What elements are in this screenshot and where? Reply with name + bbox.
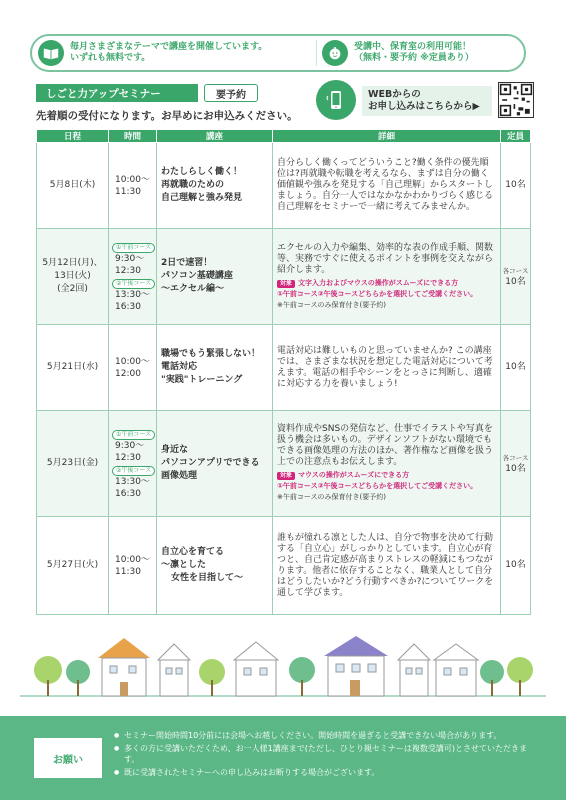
row-detail (273, 411, 501, 517)
row-detail (273, 229, 501, 325)
reservation-badge: 要予約 (204, 84, 258, 102)
capacity-text: 10名 (505, 362, 526, 372)
target-line (277, 470, 496, 481)
row-course-title (157, 411, 273, 517)
house-icon (98, 638, 150, 696)
book-icon (38, 40, 64, 66)
section-title: しごと力アップセミナー (36, 84, 198, 102)
date-text: 13日(火) (54, 271, 91, 281)
row-course-title (157, 325, 273, 411)
time-text: 12:30 (115, 452, 141, 463)
choose-course-text: ①午前コース②午後コースどちらかを選択してご受講ください。 (277, 482, 478, 490)
row-time (109, 517, 157, 615)
row-time (109, 229, 157, 325)
child-face-icon (322, 40, 348, 66)
date-text: 5月27日(火) (46, 560, 99, 570)
time-text: 9:30～ (115, 253, 145, 264)
web-apply-box[interactable] (316, 80, 530, 122)
tree-icon (289, 657, 315, 696)
header-detail: 詳細 (273, 130, 501, 143)
capacity-text: 10名 (505, 276, 526, 287)
web-apply-line-2: お申し込みはこちらから▶ (368, 101, 480, 112)
notice-label: お願い (34, 738, 102, 778)
table-row (37, 143, 531, 229)
time-text: 13:30～ (115, 289, 150, 300)
qr-code-icon[interactable] (498, 82, 534, 118)
row-capacity (501, 517, 531, 615)
town-illustration (0, 620, 566, 700)
row-date (37, 143, 109, 229)
target-tag: 対象 (277, 472, 295, 480)
seminar-schedule-table (36, 129, 531, 615)
choose-course-text: ①午前コース②午後コースどちらかを選択してご受講ください。 (277, 289, 478, 298)
tree-icon (507, 657, 533, 696)
time-text: 10:00～ (115, 356, 150, 367)
date-text: (全2回) (57, 284, 88, 294)
detail-text: エクセルの入力や編集、効率的な表の作成手順、関数等、実務ですぐに使えるポイントを事例を交えながら紹介します。 (277, 242, 494, 275)
title-line: 画像処理 (161, 471, 198, 481)
notice-item: ● セミナー開始時間10分前には会場へお越しください。開始時間を過ぎると受講できない場合があります。 (114, 730, 534, 741)
row-date (37, 325, 109, 411)
time-text: 10:00～ (115, 554, 150, 565)
time-text: 12:00 (115, 368, 141, 379)
row-detail (273, 517, 501, 615)
title-line: パソコン基礎講座 (161, 271, 233, 281)
tree-icon (199, 659, 225, 696)
target-text: 文字入力およびマウスの操作がスムーズにできる方 (298, 278, 459, 287)
detail-text: 誰もが憧れる凛とした人は、自分で物事を決めて行動する「自立心」がしっかりとしています。自立心が育つと、自己肯定感が高まりストレスの軽減にもつながります。他者に依存することなく、職業人として自分はどうしたいか?どう行動すべきか?についてワークを通して学びます。 (277, 532, 494, 598)
time-text: 16:30 (115, 301, 141, 312)
info-banner (30, 34, 526, 72)
web-apply-line-1: WEBからの (368, 89, 421, 100)
table-row (37, 229, 531, 325)
row-detail (273, 143, 501, 229)
course-tag-pm: ②午後コース (112, 279, 155, 289)
tree-icon (480, 660, 504, 696)
course-tag-pm: ②午後コース (112, 466, 155, 476)
title-line: 自己理解と強み発見 (161, 193, 243, 203)
web-apply-text[interactable] (362, 86, 492, 116)
target-text: マウスの操作がスムーズにできる方 (298, 471, 410, 479)
banner-left-line-1: 毎月さまざまなテーマで講座を開催しています。 (70, 42, 268, 52)
row-date (37, 517, 109, 615)
notice-item: ● 多くの方に受講いただくため、お一人様1講座まで(ただし、ひとり親セミナーは複数受講可)とさせていただきます。 (114, 743, 534, 765)
row-course-title (157, 143, 273, 229)
row-time (109, 411, 157, 517)
row-course-title (157, 229, 273, 325)
house-icon (158, 644, 190, 696)
capacity-text: 10名 (505, 463, 526, 474)
time-text: 11:30 (115, 186, 141, 197)
capacity-prefix: 各コース (502, 266, 529, 275)
capacity-text: 10名 (505, 180, 526, 190)
date-text: 5月21日(水) (46, 362, 99, 372)
title-line: 女性を目指して～ (171, 573, 244, 583)
house-icon (398, 644, 430, 696)
date-text: 5月12日(月)、 (42, 258, 103, 268)
detail-text: 電話対応は難しいものと思っていませんか? この講座では、さまざまな状況を想定した電話対応について考えます。電話の相手やシーンをとっさに判断し、適確に対応する力を養いましょう! (277, 345, 493, 389)
smartphone-icon (316, 80, 356, 120)
time-text: 13:30～ (115, 476, 150, 487)
free-info (38, 36, 318, 70)
tree-icon (34, 656, 62, 696)
title-line: 電話対応 (161, 362, 198, 372)
title-line: "実践"トレーニング (161, 375, 243, 385)
banner-left-line-2: いずれも無料です。 (70, 53, 151, 63)
row-capacity (501, 411, 531, 517)
house-icon (434, 644, 478, 696)
row-time (109, 143, 157, 229)
title-line: 身近な (161, 445, 189, 455)
banner-right-line-1: 受講中、保育室の利用可能！ (354, 42, 472, 52)
row-time (109, 325, 157, 411)
nursery-note: ※午前コースのみ保育付き(要予約) (277, 493, 386, 501)
header-date: 日程 (37, 130, 109, 143)
title-line: 職場でもう緊張しない！ (161, 349, 261, 359)
banner-right-line-2: （無料・要予約 ※定員あり） (354, 53, 474, 63)
time-text: 16:30 (115, 488, 141, 499)
header-capacity: 定員 (501, 130, 531, 143)
header-course: 講座 (157, 130, 273, 143)
house-icon (324, 636, 388, 696)
row-capacity (501, 229, 531, 325)
table-header-row (37, 130, 531, 143)
row-date (37, 411, 109, 517)
capacity-prefix: 各コース (502, 453, 529, 462)
header-time: 時間 (109, 130, 157, 143)
nursery-info (322, 36, 522, 70)
row-capacity (501, 143, 531, 229)
title-line: わたしらしく働く！ (161, 167, 243, 177)
row-course-title (157, 517, 273, 615)
title-line: 自立心を育てる (161, 547, 225, 557)
nursery-note: ※午前コースのみ保育付き(要予約) (277, 300, 386, 309)
table-row (37, 411, 531, 517)
title-line: ～凛とした (161, 560, 207, 570)
detail-text: 自分らしく働くってどういうこと?働く条件の優先順位は?再就職や転職を考えるなら、まずは自分の働く価値観や強みを発見する「自己理解」からスタートしましょう。自分一人ではなかなかわかりづらく感じる自己理解をセミナーで一緒に考えてみませんか。 (277, 158, 494, 212)
table-row (37, 517, 531, 615)
title-line: ～エクセル編～ (161, 284, 225, 294)
detail-text: 資料作成やSNSの発信など、仕事でイラストや写真を扱う機会は多いもの。デザインソフトがない環境でもできる画像処理の方法のほか、著作権など画像を扱う上での注意点もお伝えします。 (277, 424, 494, 467)
row-date (37, 229, 109, 325)
capacity-text: 10名 (505, 560, 526, 570)
course-tag-am: ①午前コース (112, 430, 155, 440)
section-subtitle: 先着順の受付になります。お早めにお申込みください。 (36, 110, 298, 122)
title-line: 再就職のための (161, 180, 225, 190)
notice-item: ● 既に受講されたセミナーへの申し込みはお断りする場合がございます。 (114, 767, 534, 778)
time-text: 10:00～ (115, 174, 150, 185)
table-row (37, 325, 531, 411)
time-text: 9:30～ (115, 440, 145, 451)
time-text: 11:30 (115, 566, 141, 577)
title-line: パソコンアプリでできる (161, 458, 260, 468)
notice-list (114, 730, 534, 780)
row-detail (273, 325, 501, 411)
title-line: 2日で速習！ (161, 258, 213, 268)
time-text: 12:30 (115, 265, 141, 276)
tree-icon (66, 660, 90, 696)
notice-section (0, 716, 566, 800)
target-line (277, 278, 496, 289)
date-text: 5月23日(金) (46, 458, 99, 468)
banner-divider (316, 40, 317, 66)
target-tag: 対象 (277, 280, 295, 288)
house-icon (234, 642, 278, 696)
row-capacity (501, 325, 531, 411)
course-tag-am: ①午前コース (112, 243, 155, 253)
date-text: 5月8日(木) (49, 180, 96, 190)
